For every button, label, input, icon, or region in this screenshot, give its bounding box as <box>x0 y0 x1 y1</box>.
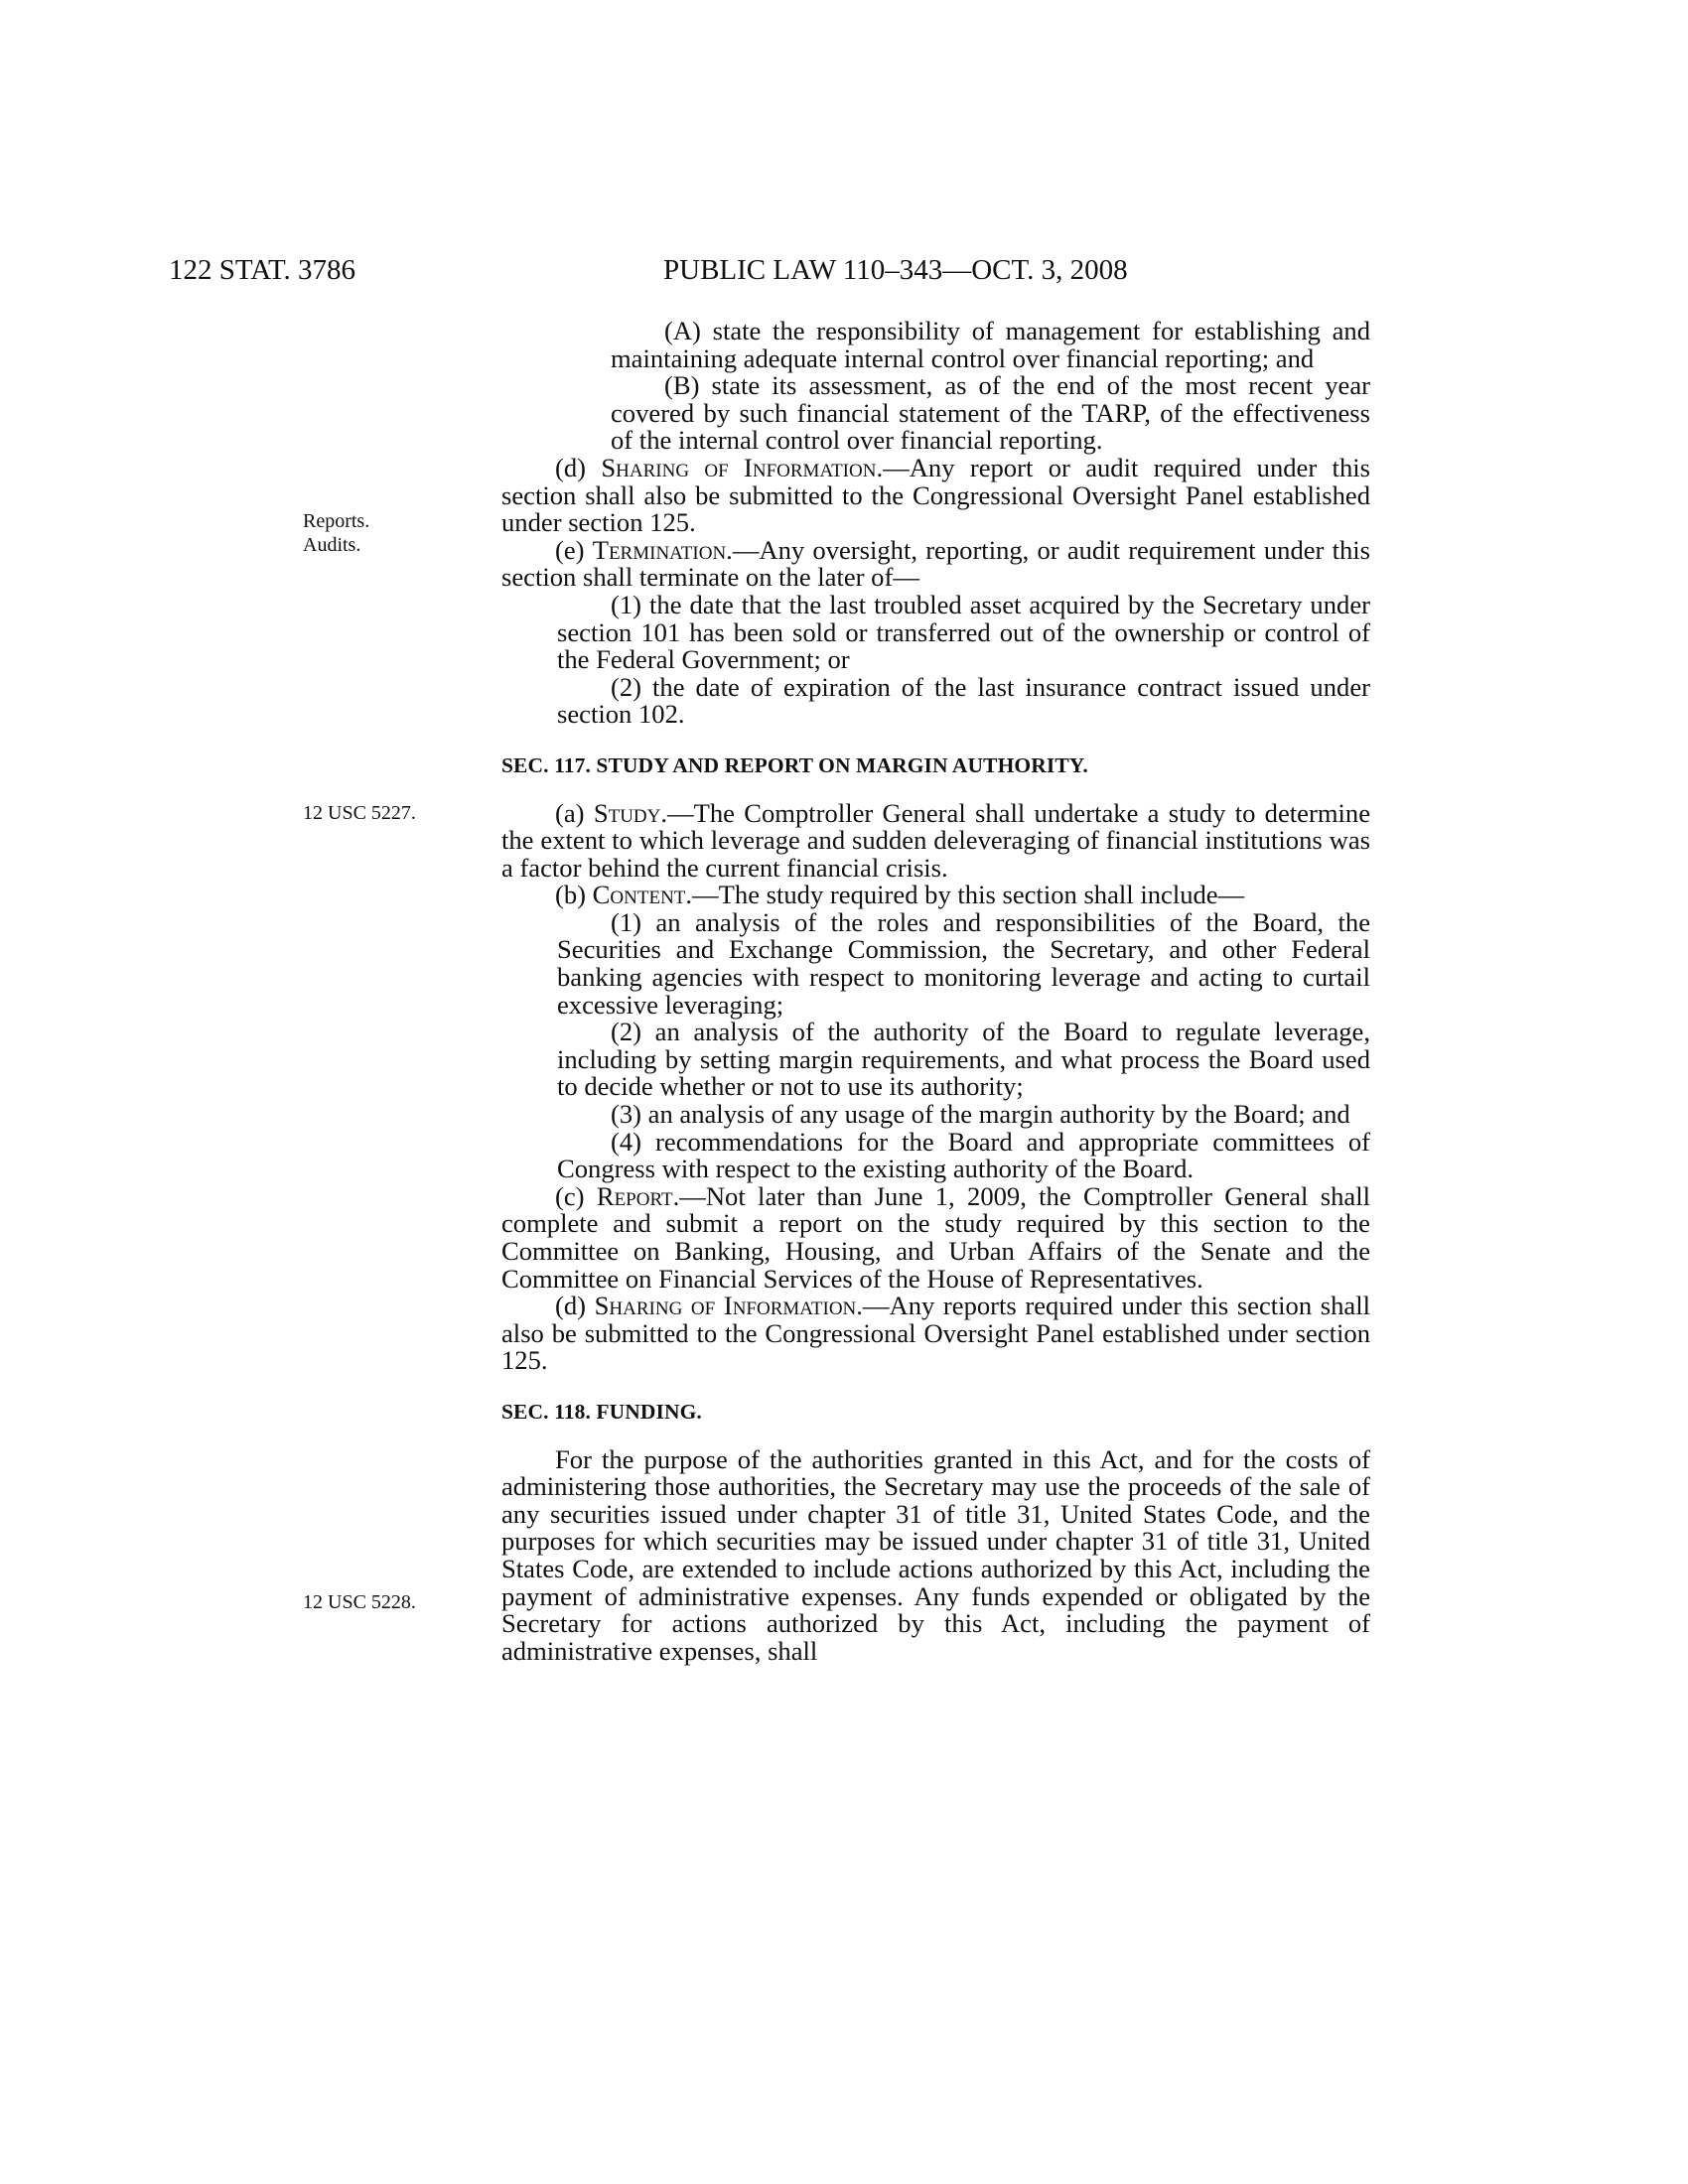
section-118-text: For the purpose of the authorities granted in this Act, and for the costs of administering those authorities, the Secretary may use the proceeds of the sale of any securities issued under chapter 31 of title 31, United States Code, and the purposes for which securities may be issued under chapter 31 of title 31, United States Code, are extended to include actions authorized by this Act, including the payment of administrative expenses. Any funds expended or obligated by the Secretary for actions authorized by this Act, including the payment of administrative expenses, shall <box>501 1443 1370 1666</box>
section-117-a-heading: Study <box>593 797 661 828</box>
section-117-b-content <box>501 882 1370 909</box>
section-118-heading: SEC. 118. FUNDING. <box>501 1399 702 1424</box>
section-117-c-heading: Report <box>596 1180 673 1211</box>
document-body <box>501 318 1370 1665</box>
section-117-b-paragraph-4: (4) recommendations for the Board and appropriate committees of Congress with respect to the existing authority of the Board. <box>557 1126 1370 1184</box>
section-e-paragraph-1: (1) the date that the last troubled asset acquired by the Secretary under section 101 has been sold or transferred out of the ownership or control of the Federal Government; or <box>557 589 1370 675</box>
section-117-b-text: .—The study required by this section shall include— <box>685 880 1245 910</box>
margin-note-reports <box>303 509 492 557</box>
subparagraph-a: (A) state the responsibility of management for establishing and maintaining adequate internal control over financial reporting; and <box>611 316 1370 373</box>
section-117-b-prefix: (b) <box>555 880 593 910</box>
section-117-c-report <box>501 1180 1370 1294</box>
section-117-a-text: .—The Comptroller General shall undertake a study to determine the extent to which leverage and sudden deleveraging of financial institutions was a factor behind the current financial crisis. <box>501 797 1370 883</box>
section-117-b-paragraph-1: (1) an analysis of the roles and responsibilities of the Board, the Securities and Exchange Commission, the Secretary, and other Federal banking agencies with respect to monitoring leverage and acting to curtail excessive leveraging; <box>557 906 1370 1020</box>
section-117-a-study <box>501 797 1370 883</box>
section-117-d-sharing-of-information <box>501 1293 1370 1375</box>
section-117-b-paragraph-2: (2) an analysis of the authority of the Board to regulate leverage, including by setting margin requirements, and what process the Board used to decide whether or not to use its authority; <box>557 1017 1370 1102</box>
subparagraph-b: (B) state its assessment, as of the end of the most recent year covered by such financial statement of the TARP, of the effectiveness of the internal control over financial reporting. <box>611 370 1370 456</box>
statute-page-number: 122 STAT. 3786 <box>169 254 356 286</box>
margin-note-usc-5227: 12 USC 5227. <box>303 802 416 824</box>
section-117-d-prefix: (d) <box>555 1291 595 1321</box>
section-117-b-paragraph-3: (3) an analysis of any usage of the margin authority by the Board; and <box>611 1099 1350 1130</box>
section-d-prefix: (d) <box>555 452 602 482</box>
section-e-termination <box>501 534 1370 593</box>
section-e-heading: Termination <box>592 534 727 565</box>
section-117-d-heading: Sharing of Information <box>594 1291 857 1321</box>
section-d-heading: Sharing of Information <box>601 452 877 482</box>
section-117-c-prefix: (c) <box>555 1180 597 1211</box>
section-117-heading: SEC. 117. STUDY AND REPORT ON MARGIN AUTHORITY. <box>501 752 1088 777</box>
margin-note-audits-text: Audits. <box>303 534 361 556</box>
section-117-c-text: .—Not later than June 1, 2009, the Comptroller General shall complete and submit a report on the study required by this section to the Committee on Banking, Housing, and Urban Affairs of the Senate and the Committee on Financial Services of the House of Representatives. <box>501 1180 1370 1294</box>
section-e-prefix: (e) <box>555 534 593 565</box>
margin-note-usc-5228: 12 USC 5228. <box>303 1591 416 1613</box>
section-117-b-heading: Content <box>592 880 686 910</box>
section-d-sharing-of-information <box>501 452 1370 538</box>
section-d-text: .—Any report or audit required under this section shall also be submitted to the Congressional Oversight Panel established under section 125. <box>501 452 1370 538</box>
section-117-a-prefix: (a) <box>555 797 594 828</box>
section-117-d-text: .—Any reports required under this section shall also be submitted to the Congressional Oversight Panel established under section 125. <box>501 1291 1370 1376</box>
page-header-title: PUBLIC LAW 110–343—OCT. 3, 2008 <box>663 254 1128 286</box>
margin-note-reports-text: Reports. <box>303 510 370 532</box>
section-e-text: .—Any oversight, reporting, or audit requirement under this section shall terminate on the later of— <box>501 534 1370 593</box>
section-e-paragraph-2: (2) the date of expiration of the last insurance contract issued under section 102. <box>557 671 1370 730</box>
